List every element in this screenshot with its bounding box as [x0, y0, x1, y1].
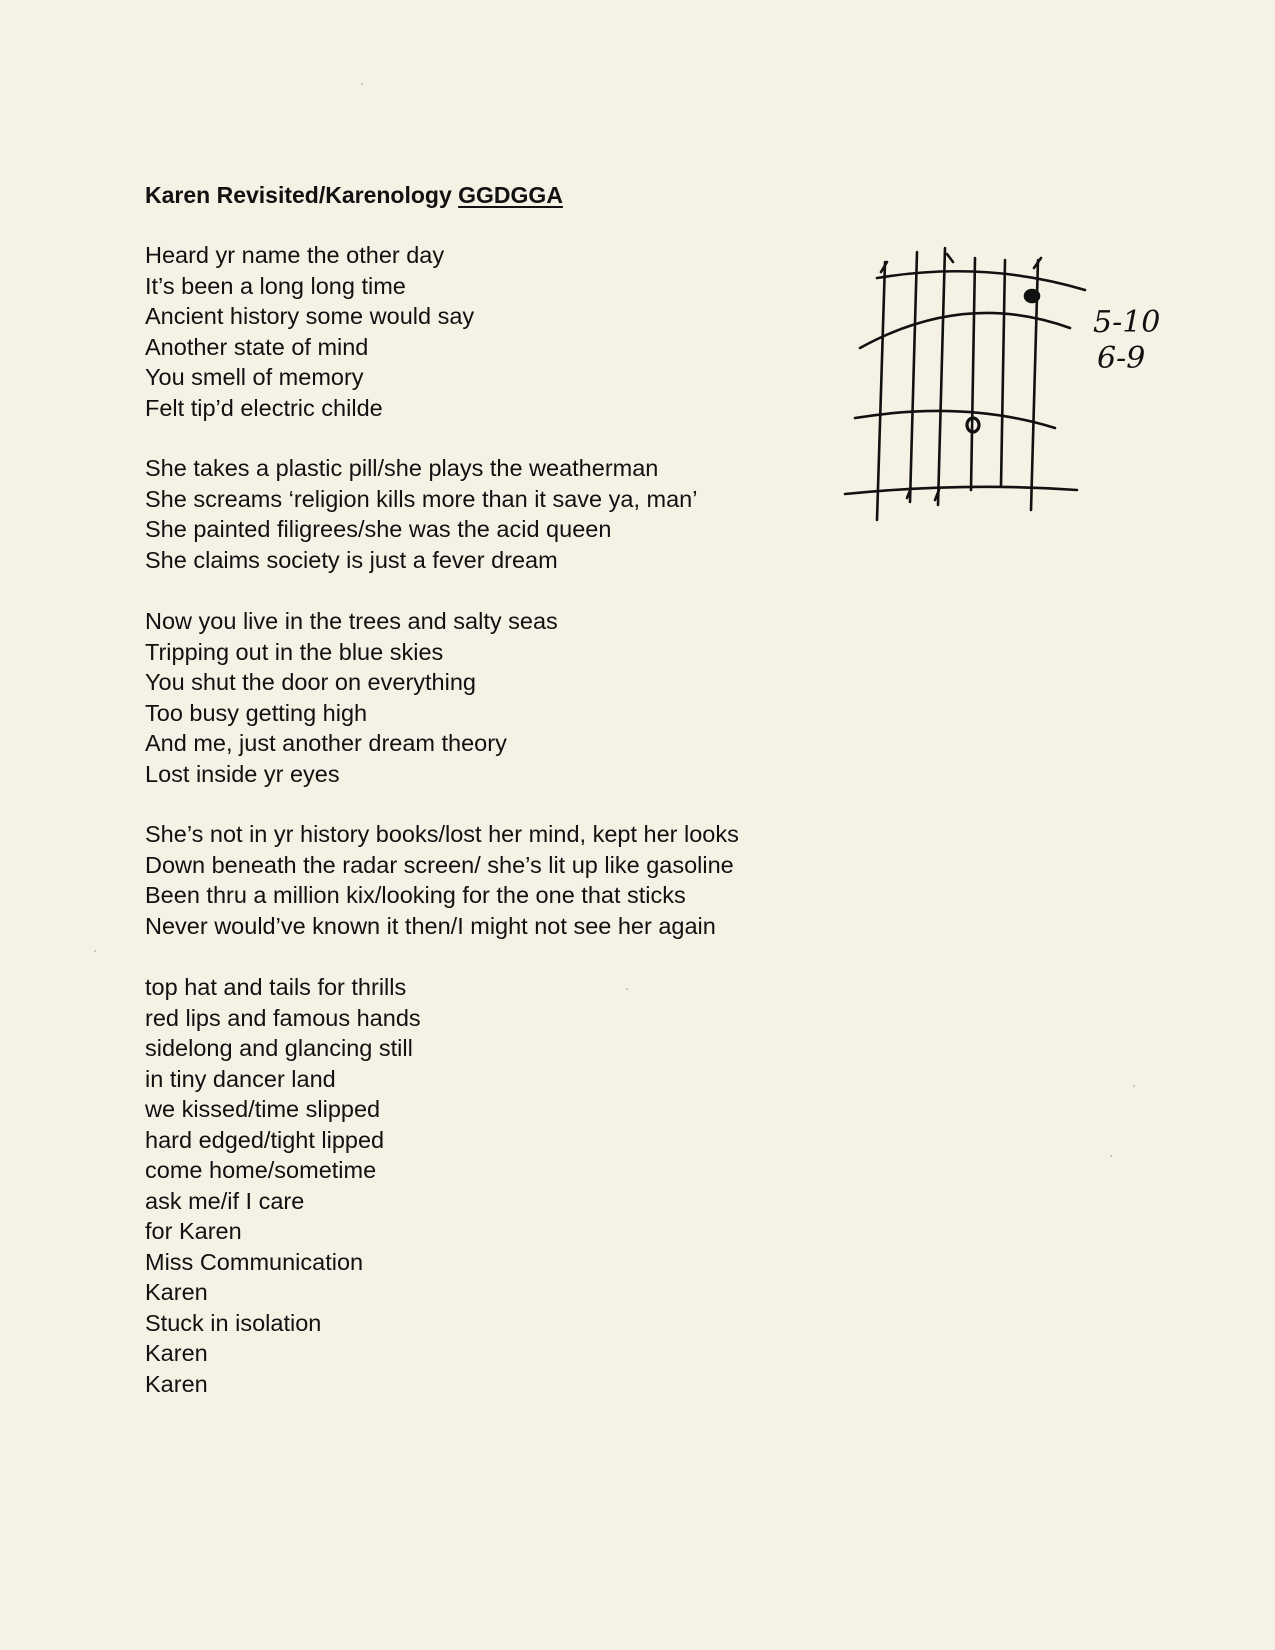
- lyric-line: we kissed/time slipped: [145, 1096, 381, 1122]
- string-line: [877, 262, 885, 520]
- string-line: [938, 248, 945, 505]
- lyric-line: And me, just another dream theory: [145, 730, 507, 756]
- lyric-line: Down beneath the radar screen/ she’s lit up like gasoline: [145, 851, 734, 878]
- paper-speck: [1110, 1155, 1112, 1157]
- lyric-line: Heard yr name the other day: [145, 242, 445, 268]
- lyric-line: Never would’ve known it then/I might not see her again: [145, 912, 716, 939]
- lyric-line: ask me/if I care: [145, 1187, 305, 1214]
- string-line: [1001, 260, 1005, 486]
- lyric-line: Too busy getting high: [145, 699, 368, 726]
- song-title-text: Karen Revisited/Karenology: [145, 182, 452, 208]
- fret-line: [877, 271, 1085, 290]
- paper-speck: [94, 950, 96, 952]
- lyric-line: She claims society is just a fever dream: [145, 546, 558, 573]
- lyric-line: Karen: [145, 1340, 208, 1366]
- stanza: [145, 453, 697, 575]
- fret-line: [860, 313, 1070, 348]
- string-top-tick: [947, 254, 953, 262]
- stanza: [145, 606, 558, 789]
- finger-dot: [1025, 290, 1039, 302]
- song-title: [145, 180, 563, 210]
- string-line: [910, 252, 917, 502]
- stanza: [145, 819, 739, 941]
- fret-line: [845, 487, 1077, 494]
- lyric-line: She screams ‘religion kills more than it save ya, man’: [145, 485, 698, 512]
- lyric-line: You smell of memory: [145, 364, 364, 390]
- lyric-line: Miss Communication: [145, 1248, 364, 1275]
- tuning-label: GGDGGA: [458, 182, 563, 208]
- paper-speck: [626, 988, 628, 990]
- lyric-line: sidelong and glancing still: [145, 1035, 413, 1061]
- lyric-line: Been thru a million kix/looking for the one that sticks: [145, 882, 686, 908]
- lyric-line: She painted filigrees/she was the acid queen: [145, 516, 612, 542]
- lyric-line: top hat and tails for thrills: [145, 974, 407, 1000]
- lyric-line: It’s been a long long time: [145, 272, 406, 299]
- lyric-line: Tripping out in the blue skies: [145, 638, 444, 665]
- paper-speck: [1133, 1085, 1135, 1087]
- lyric-line: Felt tip’d electric childe: [145, 394, 383, 421]
- lyric-line: Lost inside yr eyes: [145, 760, 340, 787]
- lyric-line: red lips and famous hands: [145, 1004, 421, 1031]
- chord-note: 6-9: [1097, 341, 1146, 376]
- chord-diagram: [835, 240, 1190, 530]
- lyric-line: You shut the door on everything: [145, 669, 476, 695]
- lyric-line: Ancient history some would say: [145, 303, 475, 329]
- lyric-line: Karen: [145, 1279, 208, 1305]
- lyric-line: come home/sometime: [145, 1157, 377, 1183]
- lyric-line: in tiny dancer land: [145, 1065, 336, 1092]
- string-line: [971, 258, 975, 490]
- chord-diagram-icon: [835, 240, 1190, 530]
- fret-line: [855, 411, 1055, 428]
- lyric-line: She takes a plastic pill/she plays the weatherman: [145, 455, 659, 481]
- lyric-line: Now you live in the trees and salty seas: [145, 608, 558, 634]
- lyric-line: Karen: [145, 1370, 208, 1397]
- lyric-line: She’s not in yr history books/lost her mind, kept her looks: [145, 821, 739, 847]
- lyric-line: Stuck in isolation: [145, 1309, 322, 1336]
- lyric-line: Another state of mind: [145, 333, 369, 360]
- lyric-line: for Karen: [145, 1218, 242, 1244]
- stanza: [145, 972, 421, 1399]
- stanza: [145, 240, 474, 423]
- lyric-line: hard edged/tight lipped: [145, 1126, 385, 1153]
- paper-speck: [361, 83, 363, 85]
- chord-note: 5-10: [1093, 305, 1161, 340]
